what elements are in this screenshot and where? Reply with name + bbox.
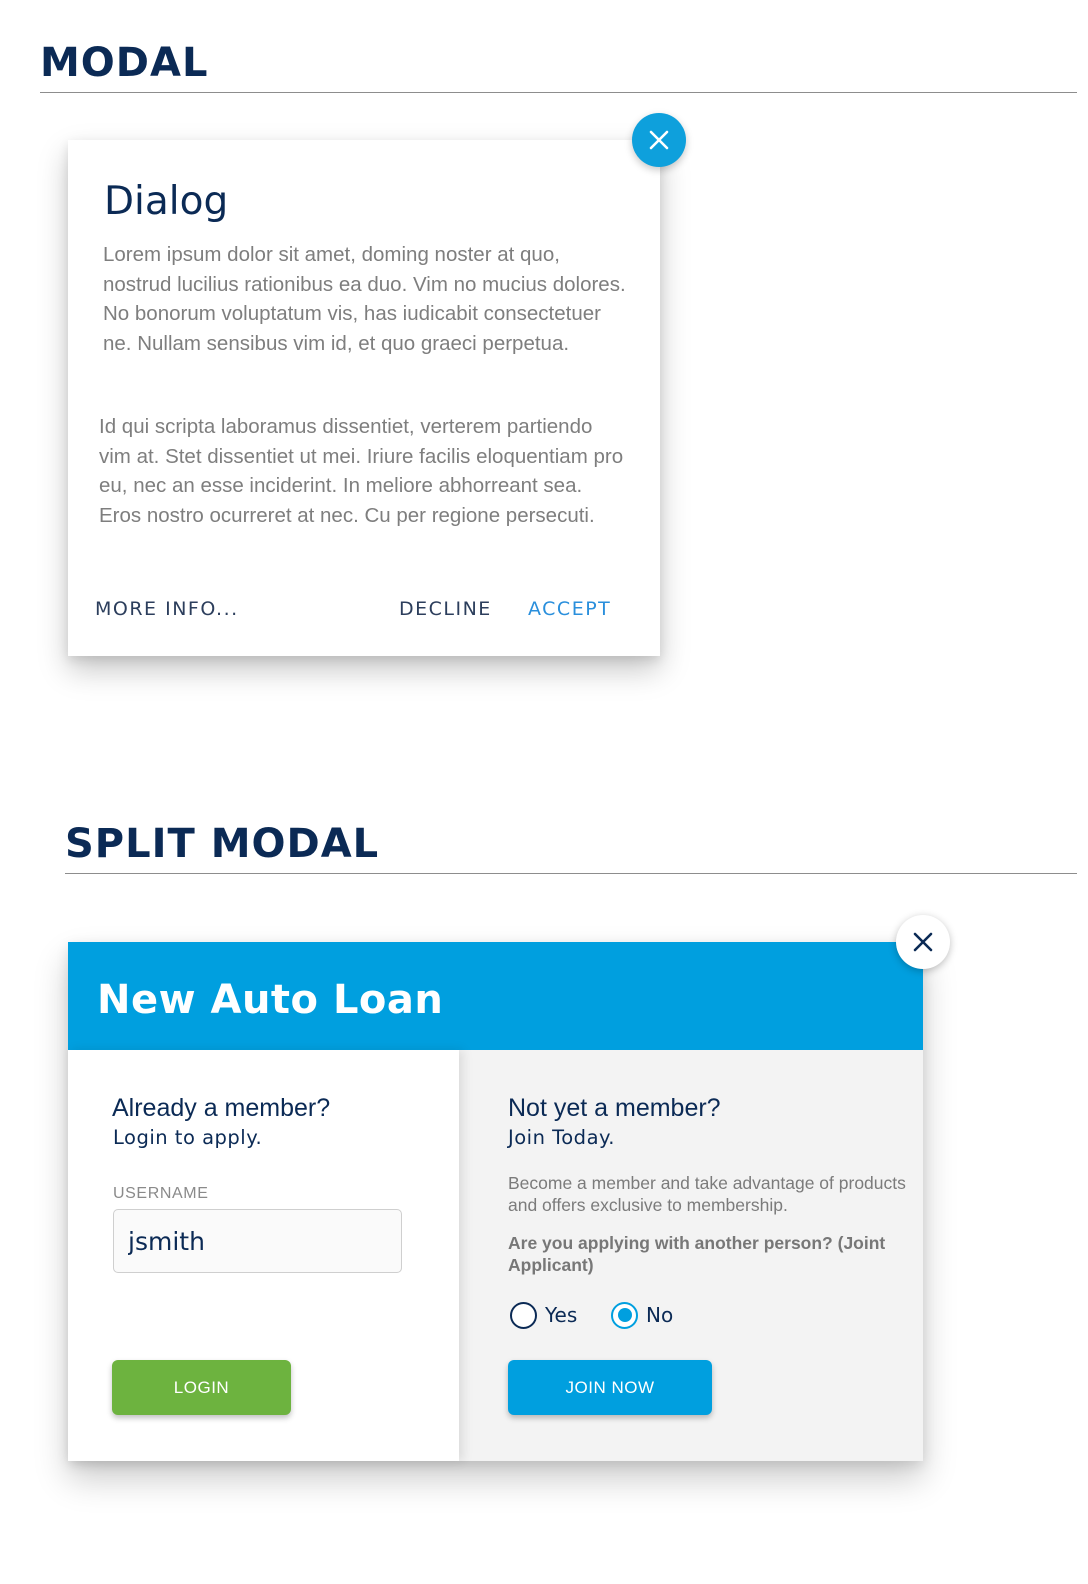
dialog-paragraph-1: Lorem ipsum dolor sit amet, doming noster at quo, nostrud lucilius rationibus ea duo. Vim no mucius dolores. No bonorum voluptatum vis, has iudicabit consectetuer ne. Nullam sensibus vim id, et quo graeci perpetua. xyxy=(103,243,626,355)
close-icon xyxy=(649,130,669,150)
member-login-heading: Already a member? xyxy=(112,1094,331,1122)
joint-applicant-question: Are you applying with another person? (Joint Applicant) xyxy=(508,1233,886,1275)
member-login-subheading: Login to apply. xyxy=(113,1126,263,1149)
dialog xyxy=(68,140,660,656)
modal-section-divider xyxy=(40,92,1077,93)
username-input[interactable] xyxy=(113,1209,402,1273)
radio-no-label: No xyxy=(646,1303,674,1327)
split-modal xyxy=(68,942,923,1461)
dialog-close-button[interactable] xyxy=(632,113,686,167)
decline-button[interactable]: DECLINE xyxy=(399,598,492,620)
dialog-paragraph-2: Id qui scripta laboramus dissentiet, verterem partiendo vim at. Stet dissentiet ut mei. Iriure facilis eloquentiam pro eu, nec an esse inciderint. In meliore abhorreant sea. Eros nostro ocurreret at nec. Cu per regione persecuti. xyxy=(99,415,624,527)
split-modal-section-heading: SPLIT MODAL xyxy=(65,821,380,867)
username-label: USERNAME xyxy=(113,1185,209,1202)
modal-section-heading: MODAL xyxy=(40,40,209,86)
radio-no[interactable] xyxy=(611,1300,673,1330)
accept-button[interactable]: ACCEPT xyxy=(528,598,612,620)
split-modal-title: New Auto Loan xyxy=(97,977,444,1023)
split-modal-close-button[interactable] xyxy=(896,915,950,969)
dialog-title: Dialog xyxy=(104,179,229,224)
login-button[interactable]: LOGIN xyxy=(112,1360,291,1415)
join-description: Become a member and take advantage of products and offers exclusive to membership. xyxy=(508,1173,906,1215)
join-heading: Not yet a member? xyxy=(508,1094,721,1122)
radio-unchecked-icon[interactable] xyxy=(510,1302,537,1329)
radio-checked-icon[interactable] xyxy=(611,1302,638,1329)
radio-yes-label: Yes xyxy=(545,1303,578,1327)
close-icon xyxy=(913,932,933,952)
member-login-pane xyxy=(68,1050,459,1461)
join-subheading: Join Today. xyxy=(508,1126,615,1149)
split-modal-header xyxy=(68,942,923,1050)
join-now-button[interactable]: JOIN NOW xyxy=(508,1360,712,1415)
radio-yes[interactable] xyxy=(510,1300,577,1330)
join-pane xyxy=(459,1050,923,1461)
split-modal-section-divider xyxy=(65,873,1077,874)
more-info-button[interactable]: MORE INFO... xyxy=(95,598,239,620)
